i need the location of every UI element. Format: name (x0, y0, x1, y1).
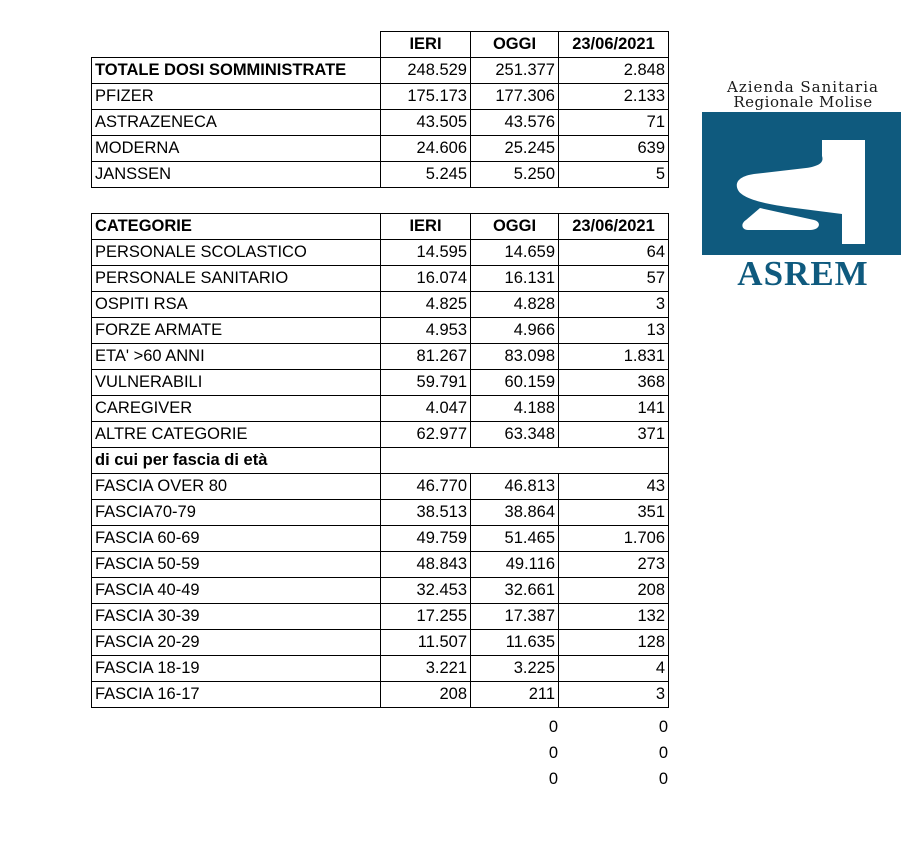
table-row (92, 318, 669, 344)
cell-ieri: 81.267 (381, 344, 471, 370)
cell-ieri: 4.953 (381, 318, 471, 344)
row-label: FASCIA OVER 80 (92, 474, 381, 500)
row-label: FASCIA 20-29 (92, 630, 381, 656)
cell-oggi: 83.098 (471, 344, 559, 370)
cell-ieri: 175.173 (381, 84, 471, 110)
cell-delta: 639 (559, 136, 669, 162)
table-header-row (92, 32, 669, 58)
cell-oggi: 211 (471, 682, 559, 708)
logo-wordmark: ASREM (737, 254, 869, 293)
table-row (92, 162, 669, 188)
cell-oggi: 25.245 (471, 136, 559, 162)
table-row (92, 656, 669, 682)
table-row (92, 136, 669, 162)
cell-delta: 1.831 (559, 344, 669, 370)
row-label: TOTALE DOSI SOMMINISTRATE (92, 58, 381, 84)
cell-oggi: 63.348 (471, 422, 559, 448)
cell-oggi: 3.225 (471, 656, 559, 682)
row-label: FASCIA 40-49 (92, 578, 381, 604)
table-row (92, 370, 669, 396)
table-row (92, 474, 669, 500)
cell-delta: 2.848 (559, 58, 669, 84)
cell-delta: 371 (559, 422, 669, 448)
cell-ieri: 48.843 (381, 552, 471, 578)
header-date: 23/06/2021 (559, 214, 669, 240)
categories-table (91, 213, 669, 708)
cell-oggi: 4.828 (471, 292, 559, 318)
cell-oggi: 17.387 (471, 604, 559, 630)
row-label: FASCIA 30-39 (92, 604, 381, 630)
cell-delta: 71 (559, 110, 669, 136)
cell-ieri: 248.529 (381, 58, 471, 84)
cell-oggi: 38.864 (471, 500, 559, 526)
row-label: FORZE ARMATE (92, 318, 381, 344)
row-label: MODERNA (92, 136, 381, 162)
table-row (92, 292, 669, 318)
header-date: 23/06/2021 (559, 32, 669, 58)
cell-delta: 3 (559, 292, 669, 318)
cell-delta: 208 (559, 578, 669, 604)
subheader-row (92, 448, 669, 474)
row-label: ASTRAZENECA (92, 110, 381, 136)
table-row (92, 682, 669, 708)
header-blank (92, 32, 381, 58)
cell-delta: 43 (559, 474, 669, 500)
cell-delta: 351 (559, 500, 669, 526)
cell-ieri: 16.074 (381, 266, 471, 292)
row-label: ALTRE CATEGORIE (92, 422, 381, 448)
cell-delta: 5 (559, 162, 669, 188)
logo-line-2: Regionale Molise (733, 93, 873, 111)
row-label: FASCIA 60-69 (92, 526, 381, 552)
row-label: FASCIA 18-19 (92, 656, 381, 682)
table-row (92, 110, 669, 136)
cell-ieri: 5.245 (381, 162, 471, 188)
row-label: FASCIA 16-17 (92, 682, 381, 708)
zero-value: 0 (658, 770, 668, 788)
table-header-row (92, 214, 669, 240)
cell-delta: 3 (559, 682, 669, 708)
cell-delta: 64 (559, 240, 669, 266)
cell-delta: 1.706 (559, 526, 669, 552)
cell-delta: 132 (559, 604, 669, 630)
cell-delta: 141 (559, 396, 669, 422)
table-row (92, 84, 669, 110)
row-label: VULNERABILI (92, 370, 381, 396)
table-row (92, 58, 669, 84)
asrem-logo (700, 74, 906, 294)
cell-oggi: 32.661 (471, 578, 559, 604)
table-row (92, 604, 669, 630)
header-categorie: CATEGORIE (92, 214, 381, 240)
cell-ieri: 11.507 (381, 630, 471, 656)
cell-oggi: 177.306 (471, 84, 559, 110)
row-label: CAREGIVER (92, 396, 381, 422)
row-label: FASCIA70-79 (92, 500, 381, 526)
table-row (92, 630, 669, 656)
table-row (92, 266, 669, 292)
age-subheader: di cui per fascia di età (92, 448, 381, 474)
cell-oggi: 16.131 (471, 266, 559, 292)
header-oggi: OGGI (471, 32, 559, 58)
cell-delta: 368 (559, 370, 669, 396)
row-label: JANSSEN (92, 162, 381, 188)
cell-oggi: 4.188 (471, 396, 559, 422)
cell-oggi: 11.635 (471, 630, 559, 656)
table-row (92, 552, 669, 578)
cell-oggi: 51.465 (471, 526, 559, 552)
trailing-zeros-oggi (470, 714, 558, 792)
table-row (92, 240, 669, 266)
doses-table (91, 31, 669, 188)
table-row (92, 344, 669, 370)
row-label: PERSONALE SANITARIO (92, 266, 381, 292)
cell-ieri: 49.759 (381, 526, 471, 552)
cell-ieri: 208 (381, 682, 471, 708)
row-label: FASCIA 50-59 (92, 552, 381, 578)
cell-ieri: 32.453 (381, 578, 471, 604)
cell-ieri: 4.825 (381, 292, 471, 318)
cell-oggi: 14.659 (471, 240, 559, 266)
row-label: OSPITI RSA (92, 292, 381, 318)
logo-emblem (702, 112, 901, 255)
zero-value: 0 (548, 770, 558, 788)
cell-ieri: 43.505 (381, 110, 471, 136)
cell-delta: 128 (559, 630, 669, 656)
cell-oggi: 4.966 (471, 318, 559, 344)
table-row (92, 578, 669, 604)
row-label: ETA' >60 ANNI (92, 344, 381, 370)
cell-ieri: 62.977 (381, 422, 471, 448)
header-ieri: IERI (381, 32, 471, 58)
cell-oggi: 49.116 (471, 552, 559, 578)
trailing-zeros-delta (558, 714, 668, 792)
cell-delta: 4 (559, 656, 669, 682)
cell-ieri: 59.791 (381, 370, 471, 396)
asrem-s-mark-icon (702, 112, 901, 255)
zero-value: 0 (548, 744, 558, 762)
cell-oggi: 46.813 (471, 474, 559, 500)
logo-line-1: Azienda Sanitaria (727, 78, 879, 96)
cell-oggi: 60.159 (471, 370, 559, 396)
cell-delta: 273 (559, 552, 669, 578)
zero-value: 0 (548, 718, 558, 736)
row-label: PERSONALE SCOLASTICO (92, 240, 381, 266)
cell-oggi: 43.576 (471, 110, 559, 136)
cell-ieri: 14.595 (381, 240, 471, 266)
table-row (92, 526, 669, 552)
header-ieri: IERI (381, 214, 471, 240)
subheader-blank (381, 448, 669, 474)
header-oggi: OGGI (471, 214, 559, 240)
cell-ieri: 38.513 (381, 500, 471, 526)
cell-ieri: 3.221 (381, 656, 471, 682)
row-label: PFIZER (92, 84, 381, 110)
cell-oggi: 251.377 (471, 58, 559, 84)
cell-delta: 57 (559, 266, 669, 292)
cell-delta: 13 (559, 318, 669, 344)
cell-ieri: 24.606 (381, 136, 471, 162)
cell-delta: 2.133 (559, 84, 669, 110)
table-row (92, 422, 669, 448)
cell-ieri: 4.047 (381, 396, 471, 422)
zero-value: 0 (658, 744, 668, 762)
cell-ieri: 17.255 (381, 604, 471, 630)
table-row (92, 396, 669, 422)
zero-value: 0 (658, 718, 668, 736)
cell-ieri: 46.770 (381, 474, 471, 500)
table-row (92, 500, 669, 526)
cell-oggi: 5.250 (471, 162, 559, 188)
